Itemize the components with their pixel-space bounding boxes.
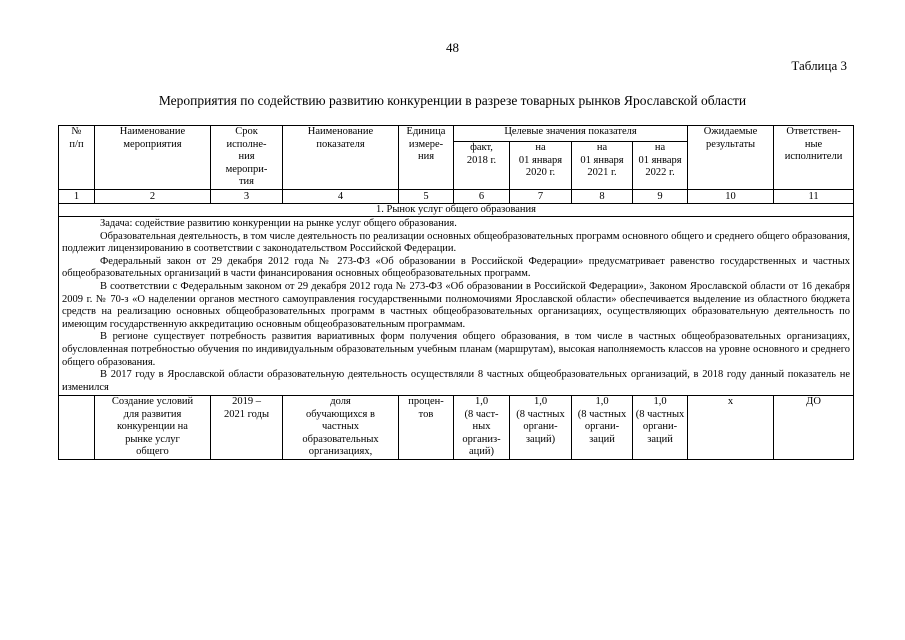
column-numbers-row — [59, 189, 854, 203]
row-term: 2019 – 2021 годы — [211, 396, 283, 460]
task-description — [59, 217, 854, 396]
task-row — [59, 217, 854, 396]
row-unit: процен- тов — [399, 396, 454, 460]
section-title: 1. Рынок услуг общего образования — [59, 203, 854, 217]
header-target-2022: на 01 января 2022 г. — [633, 142, 688, 189]
header-responsible: Ответствен- ные исполнители — [774, 126, 854, 190]
task-paragraph: В соответствии с Федеральным законом от 29 декабря 2012 года № 273-ФЗ «Об образовании в Российской Федерации», Законом Ярославской области от 16 декабря 2009 г. № 70-з «О наделении органов местного самоуправления государственными полномочиями Ярославской области» обеспечивается выделение из областного бюджета средств на реализацию основных общеобразовательных программ в частных общеобразовательных организациях, осуществляющих образовательную деятельность по имеющим государственную аккредитацию основным общеобразовательным программам. — [62, 280, 851, 330]
row-target-2018: 1,0 (8 част- ных организ- аций) — [454, 396, 510, 460]
header-targets-group: Целевые значения показателя — [454, 126, 688, 142]
column-number: 11 — [774, 189, 854, 203]
page-number: 48 — [446, 40, 459, 55]
header-num: № п/п — [59, 126, 95, 190]
row-target-2022: 1,0 (8 частных органи- заций — [633, 396, 688, 460]
column-number: 7 — [510, 189, 572, 203]
row-responsible: ДО — [774, 396, 854, 460]
table-row — [59, 396, 854, 460]
task-paragraph: Задача: содействие развитию конкуренции на рынке услуг общего образования. — [100, 218, 457, 229]
row-target-2020: 1,0 (8 частных органи- заций) — [510, 396, 572, 460]
row-measure-name: Создание условий для развития конкуренции на рынке услуг общего — [95, 396, 211, 460]
task-paragraph: В регионе существует потребность развития вариативных форм получения общего образования, в том числе в частных общеобразовательных организациях, обусловленная потребностью обучения по индивидуальным образовательным учебным планам (маршрутам), высокая наполняемость классов на уровне основного и среднего общего образования. — [62, 331, 851, 368]
section-row — [59, 203, 854, 217]
row-results: х — [688, 396, 774, 460]
row-num — [59, 396, 95, 460]
header-row — [59, 126, 854, 142]
header-unit: Единица измере- ния — [399, 126, 454, 190]
column-number: 10 — [688, 189, 774, 203]
document-title: Мероприятия по содействию развитию конкуренции в разрезе товарных рынков Ярославской области — [158, 93, 747, 108]
header-indicator: Наименование показателя — [283, 126, 399, 190]
header-measure-name: Наименование мероприятия — [95, 126, 211, 190]
header-target-2018: факт, 2018 г. — [454, 142, 510, 189]
header-target-2021: на 01 января 2021 г. — [572, 142, 633, 189]
column-number: 4 — [283, 189, 399, 203]
column-number: 6 — [454, 189, 510, 203]
column-number: 9 — [633, 189, 688, 203]
header-target-2020: на 01 января 2020 г. — [510, 142, 572, 189]
table-label: Таблица 3 — [791, 58, 847, 73]
column-number: 3 — [211, 189, 283, 203]
column-number: 1 — [59, 189, 95, 203]
row-indicator: доля обучающихся в частных образовательных организациях, — [283, 396, 399, 460]
measures-table — [58, 125, 854, 460]
header-results: Ожидаемые результаты — [688, 126, 774, 190]
task-paragraph: В 2017 году в Ярославской области образовательную деятельность осуществляли 8 частных общеобразовательных организаций, в 2018 году данный показатель не изменился — [62, 369, 851, 393]
task-paragraph: Федеральный закон от 29 декабря 2012 года № 273-ФЗ «Об образовании в Российской Федерации» предусматривает равенство государственных и частных общеобразовательных организаций в части финансирования основных общеобразовательных программ. — [62, 255, 851, 280]
task-paragraph: Образовательная деятельность, в том числе деятельность по реализации основных общеобразовательных программ основного общего и среднего общего образования, подлежит лицензированию в соответствии с законодательством Российской Федерации. — [62, 230, 851, 255]
row-target-2021: 1,0 (8 частных органи- заций — [572, 396, 633, 460]
column-number: 8 — [572, 189, 633, 203]
column-number: 5 — [399, 189, 454, 203]
column-number: 2 — [95, 189, 211, 203]
header-term: Срок исполне- ния меропри- тия — [211, 126, 283, 190]
